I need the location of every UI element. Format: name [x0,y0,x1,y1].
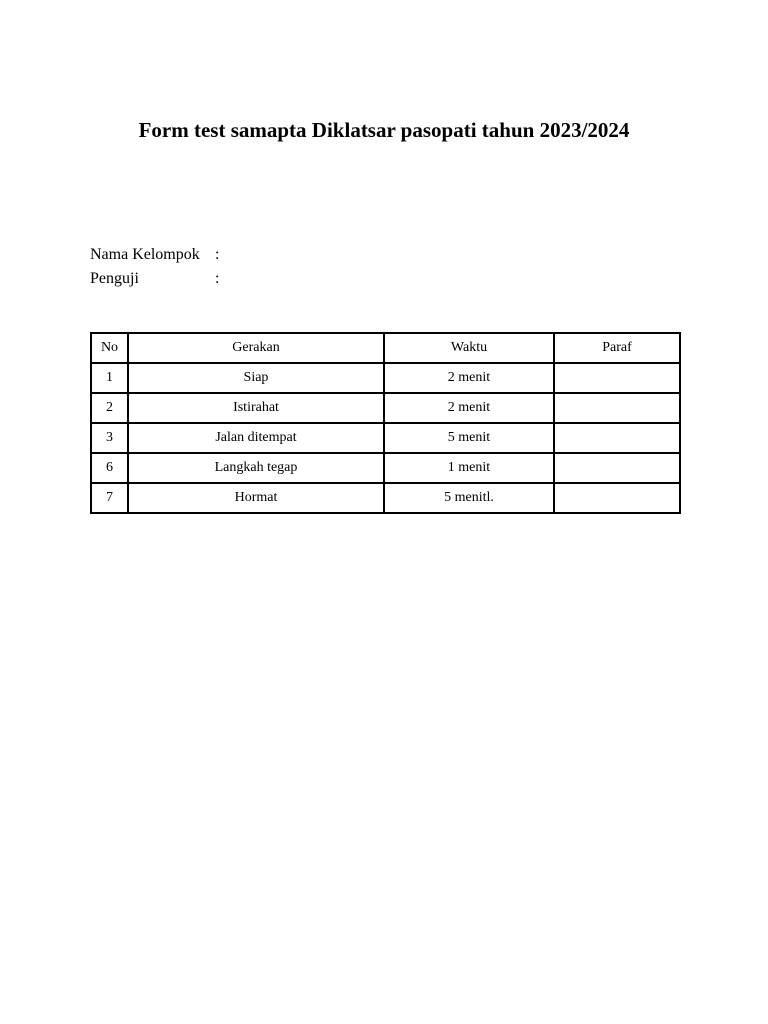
cell-no: 1 [91,363,128,393]
header-waktu: Waktu [384,333,554,363]
table-row [91,453,680,483]
cell-paraf[interactable] [554,453,680,483]
cell-gerakan: Siap [128,363,384,393]
cell-paraf[interactable] [554,363,680,393]
table-row [91,363,680,393]
cell-paraf[interactable] [554,483,680,513]
field-separator: : [215,270,220,287]
cell-no: 6 [91,453,128,483]
cell-waktu: 2 menit [384,393,554,423]
form-fields [90,243,425,291]
document-title: Form test samapta Diklatsar pasopati tahun 2023/2024 [138,118,630,142]
field-penguji [90,267,425,291]
cell-waktu: 5 menitl. [384,483,554,513]
cell-no: 3 [91,423,128,453]
header-gerakan: Gerakan [128,333,384,363]
table-row [91,423,680,453]
table-header-row [91,333,680,363]
cell-waktu: 2 menit [384,363,554,393]
cell-waktu: 5 menit [384,423,554,453]
header-paraf: Paraf [554,333,680,363]
cell-paraf[interactable] [554,423,680,453]
cell-no: 7 [91,483,128,513]
cell-no: 2 [91,393,128,423]
field-label: Penguji [90,270,139,287]
cell-gerakan: Hormat [128,483,384,513]
cell-gerakan: Istirahat [128,393,384,423]
field-label: Nama Kelompok [90,246,200,263]
table-row [91,393,680,423]
cell-paraf[interactable] [554,393,680,423]
cell-gerakan: Langkah tegap [128,453,384,483]
cell-gerakan: Jalan ditempat [128,423,384,453]
score-table [90,332,681,514]
header-no: No [91,333,128,363]
field-separator: : [215,246,220,263]
nama-kelompok-value[interactable] [225,243,425,267]
penguji-value[interactable] [225,267,425,291]
table-row [91,483,680,513]
cell-waktu: 1 menit [384,453,554,483]
field-nama-kelompok [90,243,425,267]
